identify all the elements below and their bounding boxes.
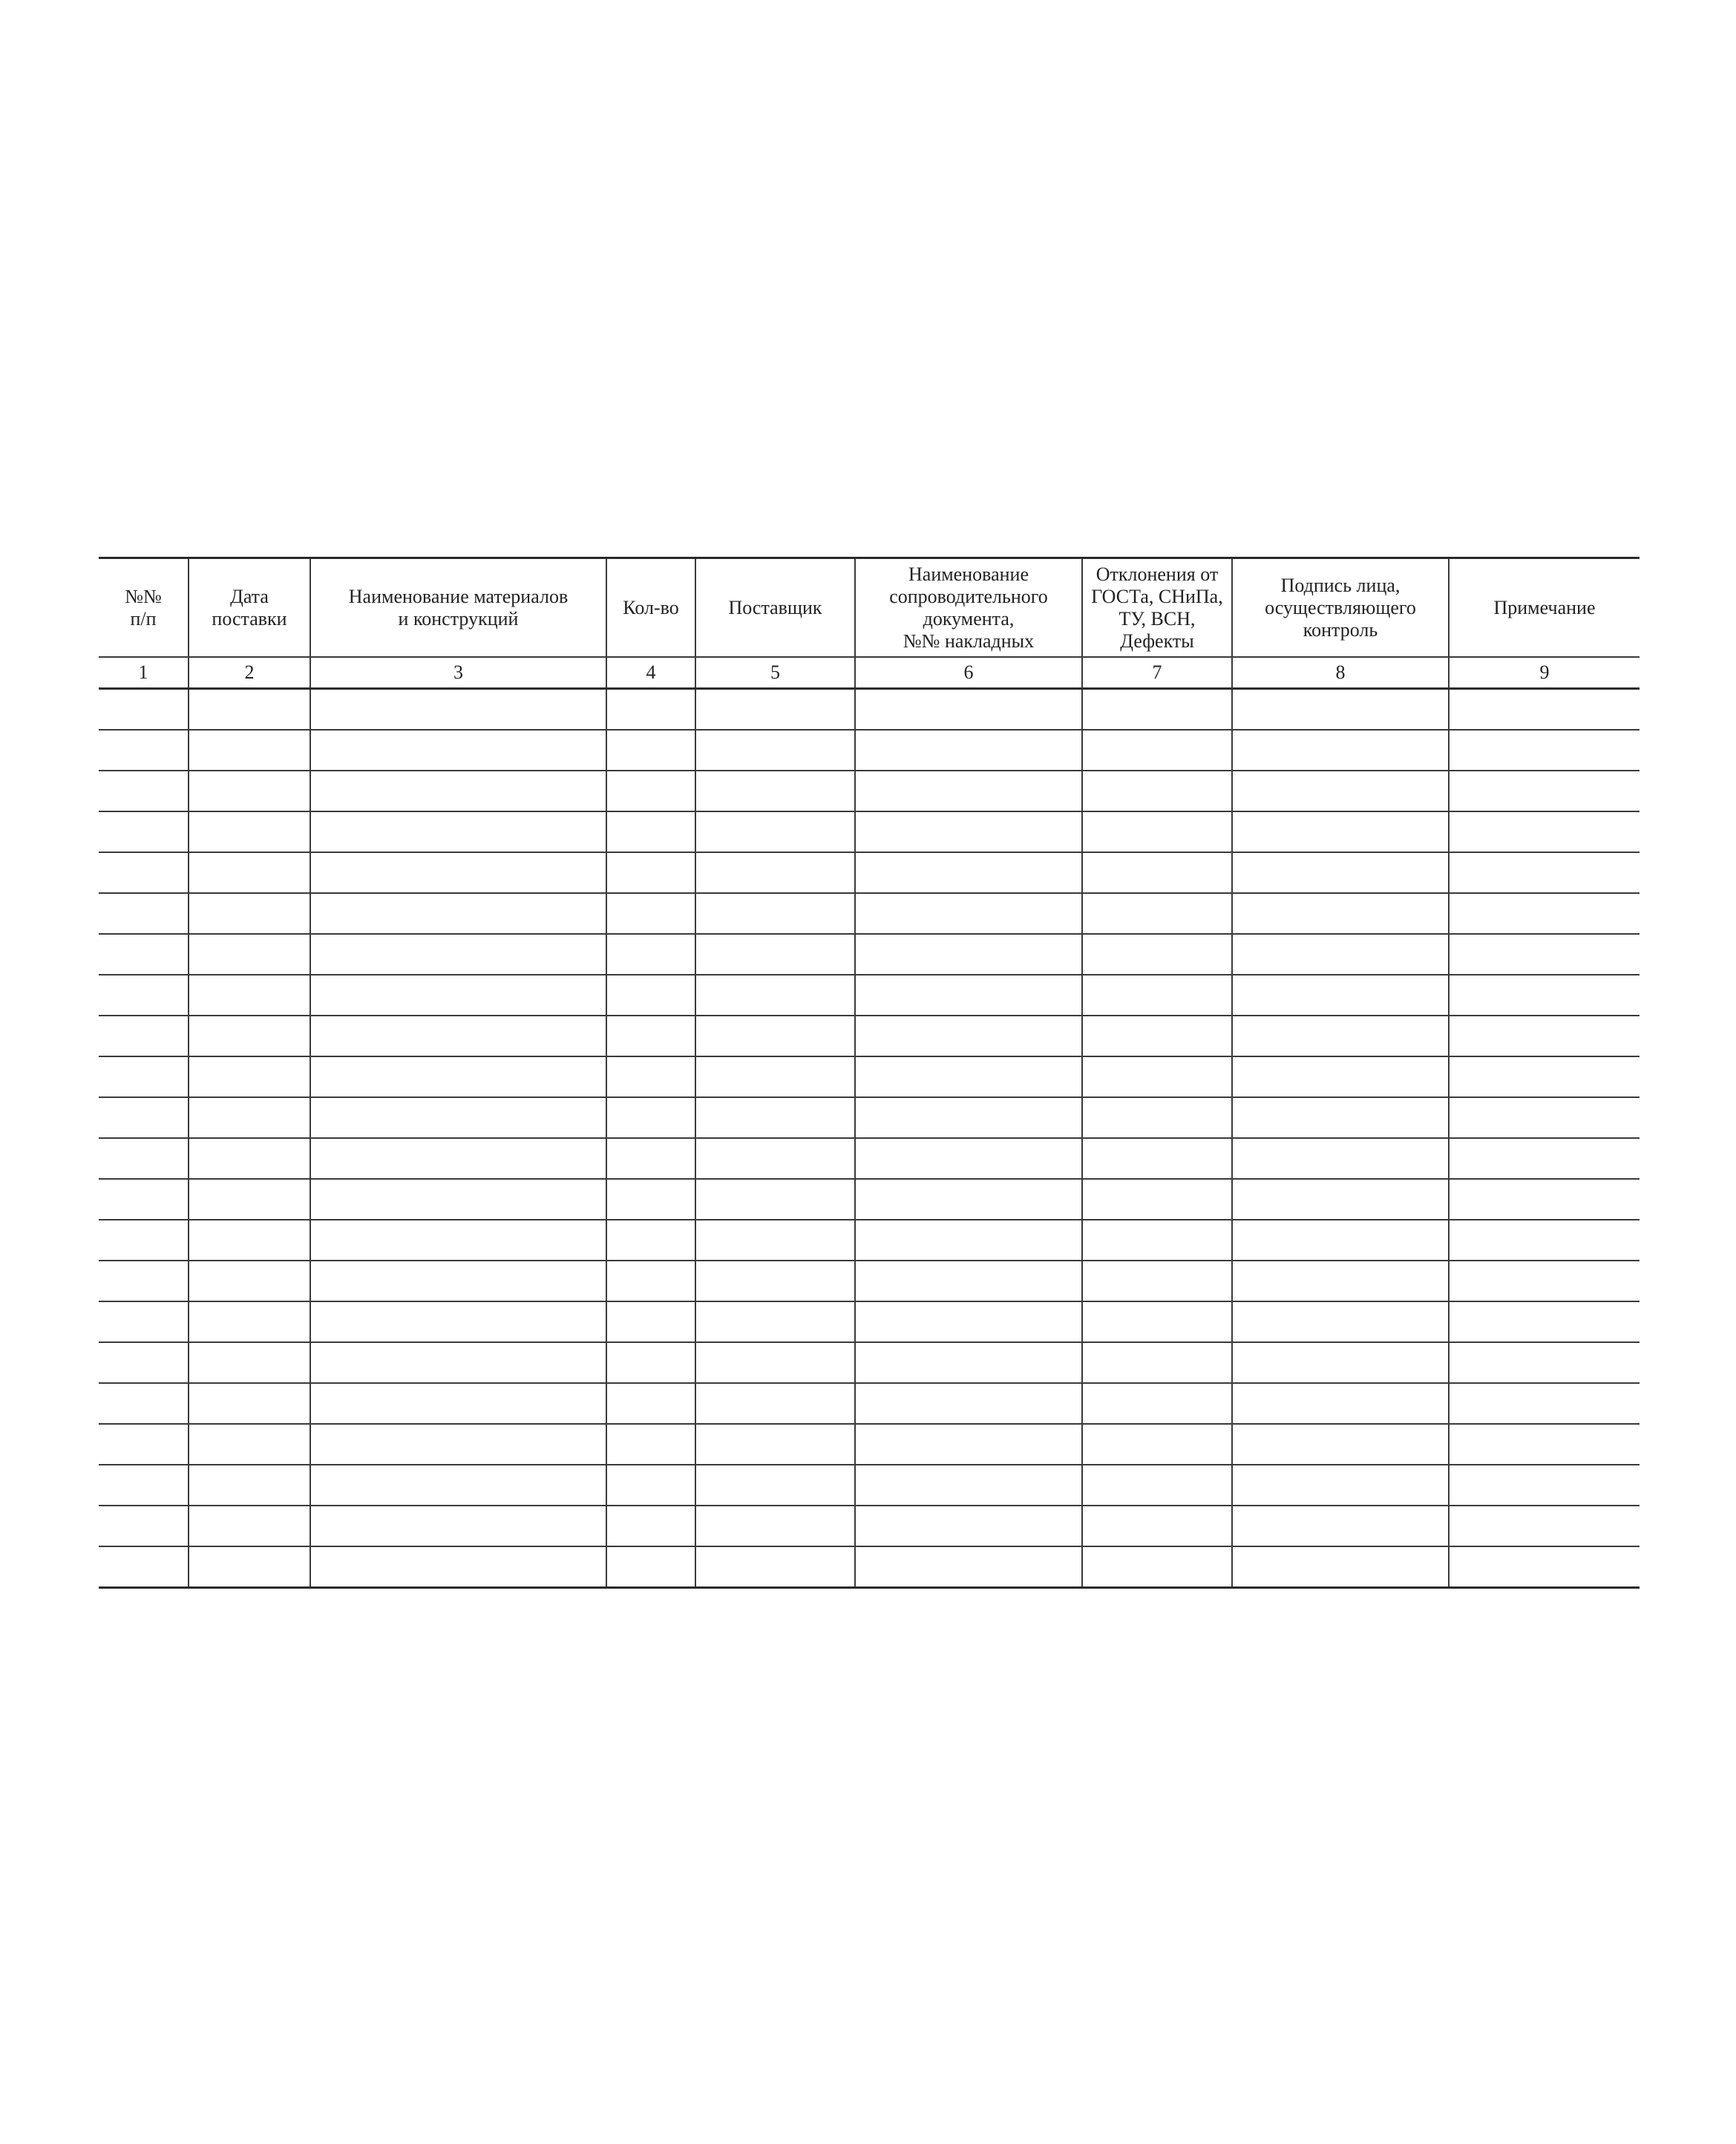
table-cell xyxy=(99,893,189,934)
table-cell xyxy=(189,1261,310,1301)
table-row xyxy=(99,1056,1640,1097)
table-cell xyxy=(855,1016,1082,1056)
table-cell xyxy=(1449,1220,1640,1261)
table-cell xyxy=(695,852,855,893)
column-number: 5 xyxy=(695,657,855,689)
table-cell xyxy=(855,1261,1082,1301)
table-cell xyxy=(310,975,606,1016)
table-cell xyxy=(695,1016,855,1056)
table-row xyxy=(99,1179,1640,1220)
table-row xyxy=(99,1424,1640,1465)
table-cell xyxy=(1232,1179,1449,1220)
table-cell xyxy=(606,1383,695,1424)
table-cell xyxy=(1449,1424,1640,1465)
header-cell-signature: Подпись лица, осуществляющего контроль xyxy=(1232,558,1449,658)
table-cell xyxy=(99,975,189,1016)
table-cell xyxy=(695,893,855,934)
table-cell xyxy=(606,730,695,771)
table-cell xyxy=(606,975,695,1016)
table-cell xyxy=(189,1016,310,1056)
table-cell xyxy=(1449,1506,1640,1546)
table-cell xyxy=(1082,975,1232,1016)
table-cell xyxy=(1082,893,1232,934)
table-cell xyxy=(1082,1424,1232,1465)
table-cell xyxy=(1082,811,1232,852)
table-cell xyxy=(855,1097,1082,1138)
header-cell-materials: Наименование материалов и конструкций xyxy=(310,558,606,658)
table-row xyxy=(99,1220,1640,1261)
table-row xyxy=(99,975,1640,1016)
table-cell xyxy=(1449,730,1640,771)
table-cell xyxy=(189,1179,310,1220)
table-cell xyxy=(1449,1097,1640,1138)
table-cell xyxy=(1232,1424,1449,1465)
table-cell xyxy=(695,1220,855,1261)
table-cell xyxy=(1232,689,1449,731)
table-cell xyxy=(310,934,606,975)
table-cell xyxy=(1082,1506,1232,1546)
table-cell xyxy=(189,1097,310,1138)
table-cell xyxy=(99,1506,189,1546)
column-number: 8 xyxy=(1232,657,1449,689)
table-cell xyxy=(1449,771,1640,811)
table-cell xyxy=(1232,934,1449,975)
column-number: 7 xyxy=(1082,657,1232,689)
table-cell xyxy=(1449,1016,1640,1056)
table-cell xyxy=(1449,1301,1640,1342)
table-cell xyxy=(855,852,1082,893)
table-cell xyxy=(1082,771,1232,811)
table-cell xyxy=(99,689,189,731)
table-cell xyxy=(695,1138,855,1179)
table-cell xyxy=(695,934,855,975)
table-cell xyxy=(310,1546,606,1588)
table-row xyxy=(99,1465,1640,1506)
table-cell xyxy=(310,1424,606,1465)
table-cell xyxy=(99,1546,189,1588)
table-cell xyxy=(1449,934,1640,975)
table-cell xyxy=(855,1546,1082,1588)
table-cell xyxy=(1082,689,1232,731)
table-cell xyxy=(99,1261,189,1301)
table-cell xyxy=(855,1506,1082,1546)
column-number: 9 xyxy=(1449,657,1640,689)
header-cell-deviations: Отклонения от ГОСТа, СНиПа, ТУ, ВСН, Дефекты xyxy=(1082,558,1232,658)
table-cell xyxy=(606,1506,695,1546)
table-cell xyxy=(189,1301,310,1342)
table-cell xyxy=(695,1465,855,1506)
table-cell xyxy=(1232,975,1449,1016)
table-cell xyxy=(695,1546,855,1588)
table-cell xyxy=(1232,771,1449,811)
table-cell xyxy=(310,1220,606,1261)
table-cell xyxy=(1449,1261,1640,1301)
table-cell xyxy=(695,771,855,811)
table-cell xyxy=(855,1220,1082,1261)
table-row xyxy=(99,1546,1640,1588)
table-row xyxy=(99,689,1640,731)
table-cell xyxy=(310,771,606,811)
table-cell xyxy=(606,1097,695,1138)
table-cell xyxy=(695,1056,855,1097)
table-cell xyxy=(310,1138,606,1179)
table-cell xyxy=(310,730,606,771)
table-cell xyxy=(855,975,1082,1016)
table-cell xyxy=(99,1179,189,1220)
table-cell xyxy=(855,771,1082,811)
table-cell xyxy=(855,1138,1082,1179)
header-row xyxy=(99,558,1640,658)
table-row xyxy=(99,1097,1640,1138)
column-number-row xyxy=(99,657,1640,689)
table-cell xyxy=(606,811,695,852)
table-row xyxy=(99,1261,1640,1301)
table-row xyxy=(99,811,1640,852)
table-cell xyxy=(99,1097,189,1138)
table-cell xyxy=(1232,1056,1449,1097)
table-cell xyxy=(1232,1383,1449,1424)
table-cell xyxy=(855,730,1082,771)
table-cell xyxy=(1449,1546,1640,1588)
table-row xyxy=(99,730,1640,771)
table-cell xyxy=(1082,1179,1232,1220)
table-cell xyxy=(1232,1138,1449,1179)
table-cell xyxy=(855,934,1082,975)
table-cell xyxy=(606,1138,695,1179)
column-number: 2 xyxy=(189,657,310,689)
table-cell xyxy=(1232,1097,1449,1138)
table-cell xyxy=(855,689,1082,731)
column-number: 6 xyxy=(855,657,1082,689)
table-cell xyxy=(1449,852,1640,893)
table-cell xyxy=(99,811,189,852)
table-cell xyxy=(189,893,310,934)
table-cell xyxy=(99,1301,189,1342)
table-cell xyxy=(695,975,855,1016)
table-cell xyxy=(1449,1056,1640,1097)
table-cell xyxy=(1082,1138,1232,1179)
table-cell xyxy=(189,1546,310,1588)
table-cell xyxy=(695,1424,855,1465)
table-cell xyxy=(1082,730,1232,771)
table-cell xyxy=(99,1138,189,1179)
delivery-log-table xyxy=(99,557,1640,1589)
table-cell xyxy=(1449,1465,1640,1506)
table-cell xyxy=(99,1342,189,1383)
table-cell xyxy=(189,1342,310,1383)
table-cell xyxy=(1232,1016,1449,1056)
table-cell xyxy=(606,852,695,893)
table-cell xyxy=(1232,1301,1449,1342)
table-cell xyxy=(695,1097,855,1138)
table-cell xyxy=(189,1056,310,1097)
table-cell xyxy=(695,1383,855,1424)
table-cell xyxy=(310,689,606,731)
table-cell xyxy=(1232,852,1449,893)
table-row xyxy=(99,1016,1640,1056)
table-cell xyxy=(855,1342,1082,1383)
table-cell xyxy=(189,1220,310,1261)
empty-entry-rows xyxy=(99,689,1640,1588)
table-cell xyxy=(310,1342,606,1383)
table-cell xyxy=(606,893,695,934)
table-cell xyxy=(606,1342,695,1383)
table-cell xyxy=(310,852,606,893)
table-cell xyxy=(189,1506,310,1546)
table-cell xyxy=(695,730,855,771)
table-cell xyxy=(189,934,310,975)
table-cell xyxy=(1082,1546,1232,1588)
table-cell xyxy=(99,1383,189,1424)
table-cell xyxy=(189,1138,310,1179)
table-cell xyxy=(1232,730,1449,771)
table-cell xyxy=(1232,893,1449,934)
table-row xyxy=(99,893,1640,934)
table-cell xyxy=(695,1179,855,1220)
header-cell-number: №№ п/п xyxy=(99,558,189,658)
table-cell xyxy=(310,1097,606,1138)
table-row xyxy=(99,934,1640,975)
table-cell xyxy=(99,1016,189,1056)
table-cell xyxy=(1449,893,1640,934)
table-cell xyxy=(606,1016,695,1056)
table-cell xyxy=(189,689,310,731)
table-cell xyxy=(695,1342,855,1383)
table-cell xyxy=(310,1301,606,1342)
table-cell xyxy=(855,1465,1082,1506)
table-cell xyxy=(310,1179,606,1220)
table-cell xyxy=(606,934,695,975)
journal-sheet xyxy=(99,557,1640,1589)
table-cell xyxy=(310,1016,606,1056)
table-cell xyxy=(99,1056,189,1097)
table-cell xyxy=(855,893,1082,934)
table-cell xyxy=(1449,1342,1640,1383)
table-cell xyxy=(1082,934,1232,975)
table-cell xyxy=(1232,1546,1449,1588)
table-row xyxy=(99,852,1640,893)
table-cell xyxy=(606,1301,695,1342)
table-cell xyxy=(1082,1220,1232,1261)
table-cell xyxy=(99,934,189,975)
table-cell xyxy=(606,1465,695,1506)
table-cell xyxy=(99,1465,189,1506)
header-cell-supplier: Поставщик xyxy=(695,558,855,658)
table-cell xyxy=(189,1424,310,1465)
table-cell xyxy=(310,1056,606,1097)
table-cell xyxy=(695,811,855,852)
table-cell xyxy=(1449,811,1640,852)
table-cell xyxy=(606,1546,695,1588)
table-cell xyxy=(189,811,310,852)
table-cell xyxy=(1082,1056,1232,1097)
column-number: 3 xyxy=(310,657,606,689)
table-cell xyxy=(1232,1465,1449,1506)
table-cell xyxy=(855,1424,1082,1465)
table-cell xyxy=(189,1465,310,1506)
table-row xyxy=(99,1383,1640,1424)
table-cell xyxy=(1449,975,1640,1016)
table-cell xyxy=(1082,1097,1232,1138)
table-cell xyxy=(1449,1179,1640,1220)
table-cell xyxy=(695,1301,855,1342)
table-cell xyxy=(855,811,1082,852)
table-cell xyxy=(99,730,189,771)
table-cell xyxy=(1232,811,1449,852)
table-cell xyxy=(189,730,310,771)
table-cell xyxy=(1082,1016,1232,1056)
table-cell xyxy=(310,893,606,934)
header-cell-document: Наименование сопроводительного документа, №№ накладных xyxy=(855,558,1082,658)
table-cell xyxy=(606,771,695,811)
table-cell xyxy=(606,1220,695,1261)
table-cell xyxy=(695,1506,855,1546)
table-cell xyxy=(1232,1506,1449,1546)
table-cell xyxy=(1449,1383,1640,1424)
table-row xyxy=(99,1138,1640,1179)
table-cell xyxy=(1082,1301,1232,1342)
header-cell-quantity: Кол-во xyxy=(606,558,695,658)
table-cell xyxy=(855,1179,1082,1220)
table-cell xyxy=(606,1261,695,1301)
table-cell xyxy=(1232,1261,1449,1301)
table-cell xyxy=(189,975,310,1016)
table-cell xyxy=(1449,689,1640,731)
table-cell xyxy=(99,1220,189,1261)
table-cell xyxy=(695,1261,855,1301)
table-cell xyxy=(310,1383,606,1424)
table-cell xyxy=(1232,1342,1449,1383)
table-cell xyxy=(310,811,606,852)
table-cell xyxy=(189,852,310,893)
table-cell xyxy=(855,1383,1082,1424)
table-row xyxy=(99,771,1640,811)
header-cell-note: Примечание xyxy=(1449,558,1640,658)
table-cell xyxy=(606,689,695,731)
table-row xyxy=(99,1301,1640,1342)
table-cell xyxy=(99,1424,189,1465)
table-cell xyxy=(1082,1465,1232,1506)
table-cell xyxy=(310,1506,606,1546)
table-cell xyxy=(606,1179,695,1220)
table-cell xyxy=(310,1465,606,1506)
table-cell xyxy=(606,1056,695,1097)
table-row xyxy=(99,1506,1640,1546)
table-cell xyxy=(1449,1138,1640,1179)
table-cell xyxy=(189,771,310,811)
table-cell xyxy=(99,771,189,811)
table-row xyxy=(99,1342,1640,1383)
column-number: 1 xyxy=(99,657,189,689)
table-cell xyxy=(1082,1342,1232,1383)
table-cell xyxy=(310,1261,606,1301)
table-cell xyxy=(189,1383,310,1424)
table-cell xyxy=(855,1056,1082,1097)
table-cell xyxy=(1082,1383,1232,1424)
column-number: 4 xyxy=(606,657,695,689)
table-cell xyxy=(606,1424,695,1465)
table-cell xyxy=(99,852,189,893)
table-cell xyxy=(1082,852,1232,893)
table-cell xyxy=(855,1301,1082,1342)
table-cell xyxy=(695,689,855,731)
table-cell xyxy=(1232,1220,1449,1261)
table-cell xyxy=(1082,1261,1232,1301)
header-cell-date: Дата поставки xyxy=(189,558,310,658)
